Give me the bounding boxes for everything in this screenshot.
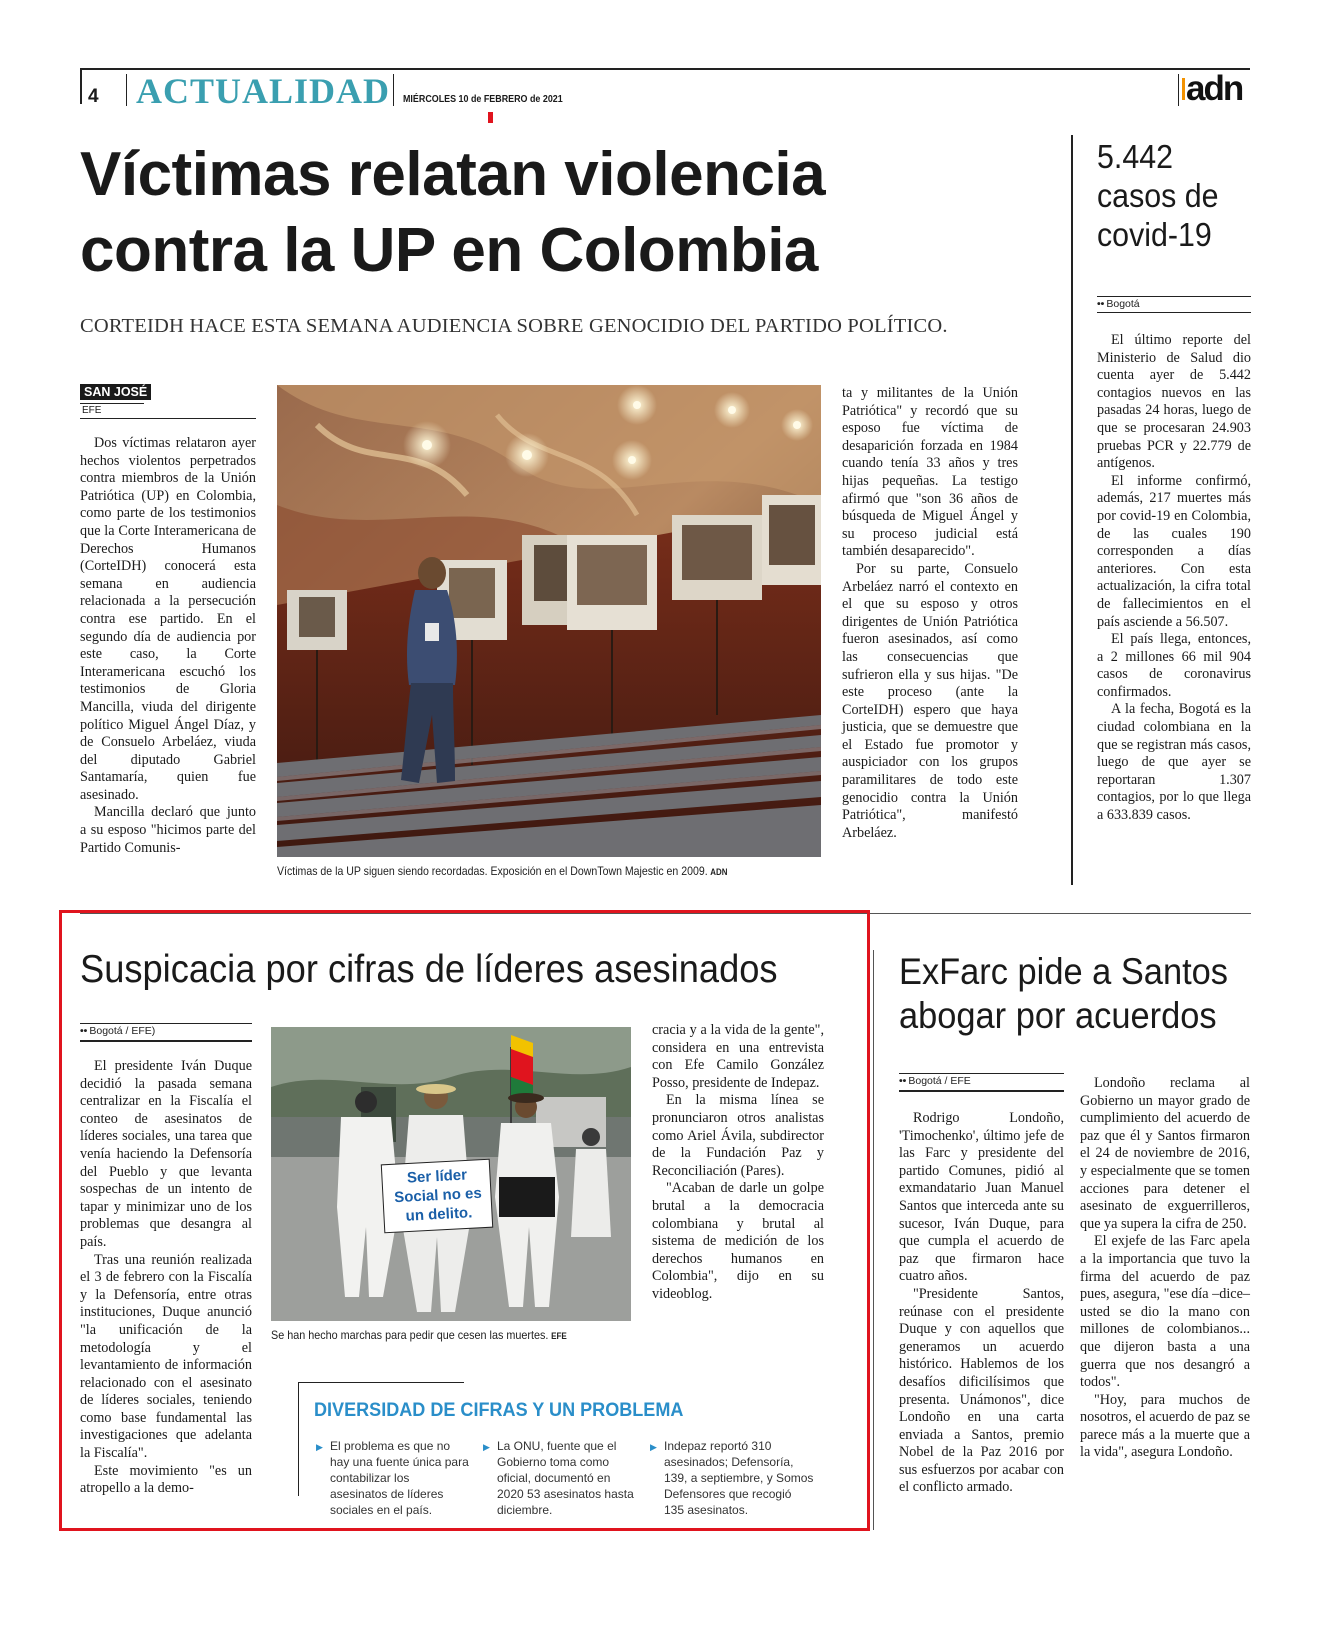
exfarc-headline: ExFarc pide a Santos abogar por acuerdos	[899, 951, 1228, 1036]
agency-label: EFE	[82, 405, 102, 416]
issue-date: MIÉRCOLES 10 de FEBRERO de 2021	[403, 93, 563, 105]
leaders-col-2: cracia y a la vida de la gente", considera en una entrevista con Efe Camilo González Posso, presidente de Indepaz. En la misma línea se pronunciaron otros analistas como Ariel Ávila, subdirector de la Fundación Paz y Reconciliación (Pares). "Acaban de darle un golpe brutal a la democracia colombiana y brutal al sistema de medición de los derechos humanos en Colombia", dijo en su videoblog.	[652, 1022, 824, 1302]
logo-accent-icon	[1182, 78, 1185, 100]
bullet-triangle-icon: ▶	[650, 1442, 657, 1452]
adn-logo: adn	[1182, 72, 1252, 108]
march-photo	[271, 1027, 631, 1321]
main-photo	[277, 385, 821, 857]
leaders-col-1: El presidente Iván Duque decidió la pasada semana centralizar en la Fiscalía el conteo de asesinatos de líderes sociales, una tarea que venía haciendo la Defensoría del Pueblo y que levanta sospechas de un intento de tapar y minimizar uno de los problemas que desangra al país. Tras una reunión realizada el 3 de febrero con la Fiscalía y la Defensoría, entre otras instituciones, Duque anunció "la unificación de la metodología y el levantamiento de información relacionado con el asesinato de líderes sociales, teniendo como base fundamental las investigaciones que adelanta la Fiscalía". Este movimiento "es un atropello a la demo-	[80, 1058, 252, 1497]
leaders-headline: Suspicacia por cifras de líderes asesinados	[80, 948, 778, 991]
exfarc-kicker: •• Bogotá / EFE	[899, 1075, 971, 1087]
march-photo-caption: Se han hecho marchas para pedir que cesen las muertes. EFE	[271, 1328, 567, 1342]
main-col-1: Dos víctimas relataron ayer hechos violentos perpetrados contra miembros de la Unión Patriótica (UP) en Colombia, como parte de los testimonios que la Corte Interamericana de Derechos Humanos (CorteIDH) conocerá esta semana en audiencia relacionada a la persecución contra ese partido. En el segundo día de audiencia por este caso, la Corte Interamericana escuchó los testimonios de Gloria Mancilla, viuda del dirigente político Miguel Ángel Díaz, y de Consuelo Arbeláez, viuda del diputado Gabriel Santamaría, quien fue asesinado. Mancilla declaró que junto a su esposo "hicimos parte del Partido Comunis-	[80, 435, 256, 856]
main-headline: Víctimas relatan violencia contra la UP en Colombia	[80, 140, 826, 285]
main-subhead: CORTEIDH HACE ESTA SEMANA AUDIENCIA SOBRE GENOCIDIO DEL PARTIDO POLÍTICO.	[80, 315, 948, 337]
fact-item: ▶ Indepaz reportó 310 asesinados; Defensoría, 139, a septiembre, y Somos Defensores que recogió 135 asesinatos.	[650, 1439, 814, 1517]
leaders-kicker: •• Bogotá / EFE)	[80, 1025, 156, 1037]
dateline: SAN JOSÉ	[80, 384, 151, 400]
covid-kicker: •• Bogotá	[1097, 298, 1140, 310]
main-photo-caption: Víctimas de la UP siguen siendo recordadas. Exposición en el DownTown Majestic en 2009. ADN	[277, 864, 728, 878]
section-title: ACTUALIDAD	[136, 71, 391, 111]
red-marker	[488, 112, 493, 123]
covid-body: El último reporte del Ministerio de Salud dio cuenta ayer de 5.442 contagios nuevos en las pasadas 24 horas, luego de que se procesaran 24.903 pruebas PCR y 22.779 de antígenos. El informe confirmó, además, 217 muertes más por covid-19 en Colombia, de las cuales 190 corresponden a días anteriores. Con esta actualización, la cifra total de fallecimientos en el país asciende a 56.507. El país llega, entonces, a 2 millones 66 mil 904 casos de coronavirus confirmados. A la fecha, Bogotá es la ciudad colombiana en la que se registran más casos, luego de que ayer se reportaran 1.307 contagios, por lo que llega a 633.839 casos.	[1097, 332, 1251, 824]
exfarc-col-1: Rodrigo Londoño, 'Timochenko', último jefe de las Farc y presidente del partido Comunes, pidió al exmandatario Juan Manuel Santos que interceda ante su sucesor, Iván Duque, para que cumpla el acuerdo de paz que firmaron hace cuatro años. "Presidente Santos, reúnase con el presidente Duque y con aquellos que generamos un acuerdo histórico. Hablemos de los desafíos dificilísimos que presenta. Unámonos", dice Londoño en una carta enviada a Santos, premio Nobel de la Paz 2016 por sus esfuerzos por acabar con el conflicto armado.	[899, 1110, 1064, 1496]
fact-item: ▶ El problema es que no hay una fuente única para contabilizar los asesinatos de líderes sociales en el país.	[316, 1439, 469, 1517]
covid-headline: 5.442 casos de covid-19	[1097, 138, 1219, 253]
exfarc-col-2: Londoño reclama al Gobierno un mayor grado de cumplimiento del acuerdo de paz que él y Santos firmaron el 24 de noviembre de 2016, y especialmente que se tomen acciones para detener el asesinato de exguerrilleros, que ya supera la cifra de 250. El exjefe de las Farc apela a la importancia que tuvo la firma del acuerdo de paz pues, asegura, "ese día –dice– usted se dio la mano con millones de colombianos... que dijeron basta a una guerra que nos desangró a todos". "Hoy, para muchos de nosotros, el acuerdo de paz se parece más a la muerte que a la vida", asegura Londoño.	[1080, 1075, 1250, 1461]
page-number: 4	[88, 86, 99, 107]
bullet-triangle-icon: ▶	[483, 1442, 490, 1452]
march-sign-text: Ser líder Social no es un delito.	[393, 1166, 483, 1225]
bullet-triangle-icon: ▶	[316, 1442, 323, 1452]
facts-title: DIVERSIDAD DE CIFRAS Y UN PROBLEMA	[314, 1400, 684, 1421]
fact-item: ▶ La ONU, fuente que el Gobierno toma como oficial, documentó en 2020 53 asesinatos hasta diciembre.	[483, 1439, 634, 1517]
main-col-2: ta y militantes de la Unión Patriótica" y recordó que su esposo fue víctima de desaparición forzada en 1984 cuando tenía 33 años y tres hijas pequeñas. La testigo afirmó que "son 36 años de búsqueda de Miguel Ángel y su proceso judicial está también desaparecido". Por su parte, Consuelo Arbeláez narró el contexto en el que su esposo y otros dirigentes de Unión Patriótica fueron asesinados, así como las consecuencias que sufrieron ella y sus hijas. "De este proceso (ante la CorteIDH) espero que haya justicia, que se demuestre que el Estado fue promotor y auspiciador con los grupos paramilitares de todo este genocidio contra la Unión Patriótica", manifestó Arbeláez.	[842, 385, 1018, 841]
